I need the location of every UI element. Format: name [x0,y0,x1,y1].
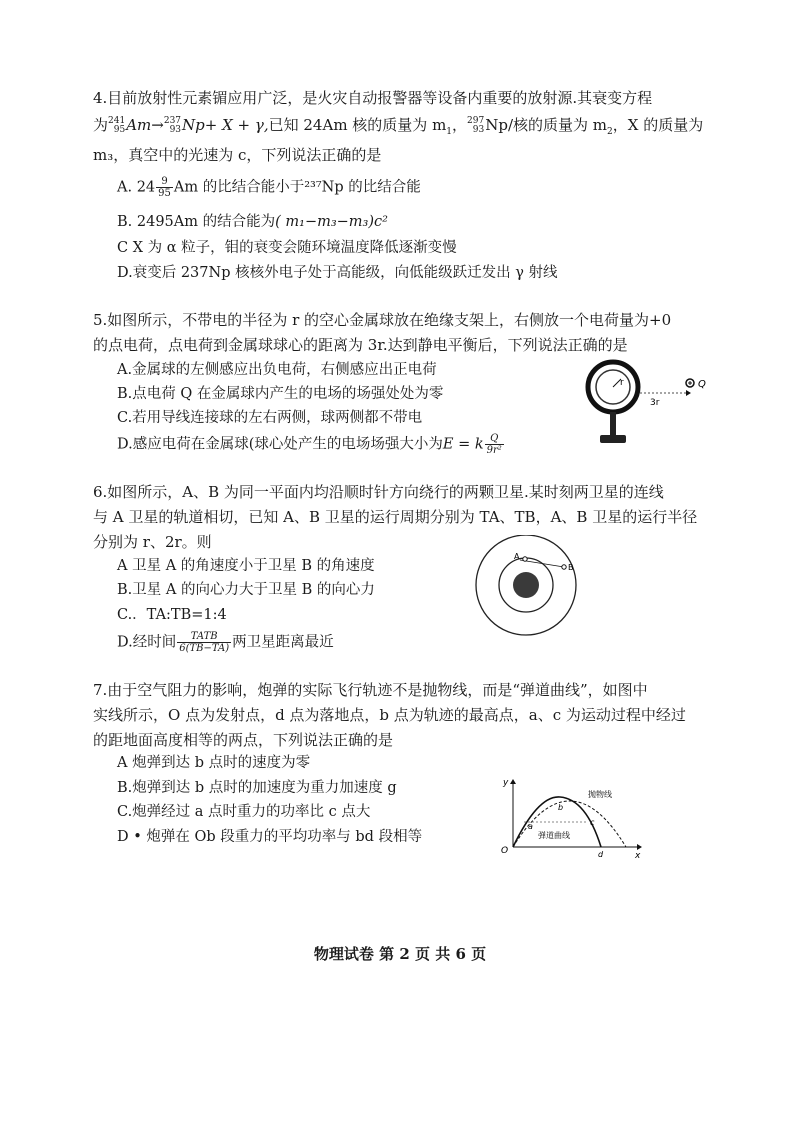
am-nuclide: 241 95 [108,116,126,135]
q7-line1: 7.由于空气阻力的影响，炮弹的实际飞行轨迹不是抛物线，而是“弹道曲线”，如图中 [93,681,648,699]
q6-option-a: A 卫星 A 的角速度小于卫星 B 的角速度 [117,558,375,574]
satellite-b-icon [562,565,566,569]
np2-nuclide: 297 93 [467,116,485,135]
q5-line1: 5.如图所示，不带电的半径为 r 的空心金属球放在绝缘支架上，右侧放一个电荷量为+0 [93,311,672,329]
q5-option-b: B.点电荷 Q 在金属球内产生的电场的场强处处为零 [117,386,444,402]
q4-option-c: C X 为 α 粒子，钼的衰变会随环境温度降低逐渐变慢 [117,240,457,256]
satellite-a-icon [523,557,527,561]
label-y: y [503,778,509,788]
q5-option-c: C.若用导线连接球的左右两侧，球两侧都不带电 [117,410,423,426]
q4-option-a: A. 24 $\frac{9}{95}$ Am 的比结合能小于²³⁷Np 的比结合能 [117,176,421,199]
q5-option-a: A.金属球的左侧感应出负电荷，右侧感应出正电荷 [117,362,437,378]
q6-option-d: D.经时间 $\frac{\text{TATB}}{6(TB-TA)}$ 两卫星距离最近 [117,631,334,654]
metal-sphere-figure [578,355,718,455]
satellite-orbit-figure [468,535,588,645]
label-a: A [514,552,520,561]
q6-option-c: C.．TA:TB=1:4 [117,607,227,623]
trajectory-figure [498,775,648,860]
label-q: Q [698,379,706,390]
q6-line1: 6.如图所示，A、B 为同一平面内均沿顺时针方向绕行的两颗卫星.某时刻两卫星的连线 [93,483,664,501]
q7-line3: 的距地面高度相等的两点，下列说法正确的是 [93,731,394,749]
q7-option-b: B.炮弹到达 b 点时的加速度为重力加速度 g [117,780,397,796]
q4-line2: 为 241 95 Am→ 237 93 Np+ X + γ,已知 24Am 核的质量为 $m_1$， 297 93 Np/核的质量为 $m_2$，X 的质量为 [93,116,704,137]
label-r: r [620,378,624,388]
q6-option-b: B.卫星 A 的向心力大于卫星 B 的向心力 [117,582,375,598]
label-parabola: 抛物线 [588,790,612,799]
q4-line3: m₃，真空中的光速为 c，下列说法正确的是 [93,146,382,164]
q5-line2: 的点电荷，点电荷到金属球球心的距离为 3r.达到静电平衡后，下列说法正确的是 [93,336,628,354]
label-3r: 3r [650,398,660,408]
q7-line2: 实线所示，O 点为发射点，d 点为落地点，b 点为轨迹的最高点，a、c 为运动过程中经过 [93,706,686,724]
earth-icon [513,572,539,598]
q6-line3: 分别为 r、2r。则 [93,533,212,551]
label-point-c: c [590,818,595,827]
arrow-head-icon [686,390,691,396]
q4-option-b: B. 2495Am 的结合能为( m₁−m₃−m₃)c² [117,214,388,230]
label-ballistic: 弹道曲线 [538,831,570,840]
np-nuclide: 237 93 [163,116,182,135]
q7-option-d: D • 炮弹在 Ob 段重力的平均功率与 bd 段相等 [117,829,423,845]
label-point-b: b [558,803,564,812]
q6-line2: 与 A 卫星的轨道相切，已知 A、B 卫星的运行周期分别为 TA、TB，A、B 卫星的运行半径 [93,508,698,526]
stand-post [610,412,616,437]
label-o: O [501,846,509,856]
q4-option-d: D.衰变后 237Np 核核外电子处于高能级，向低能级跃迁发出 γ 射线 [117,265,558,281]
label-point-d: d [598,850,604,859]
stand-base [600,435,626,443]
label-point-a: a [528,822,533,831]
page-footer: 物理试卷 第 2 页 共 6 页 [313,945,487,963]
q7-option-a: A 炮弹到达 b 点时的速度为零 [117,755,311,771]
label-b: B [568,563,574,572]
q5-option-d: D.感应电荷在金属球(球心处产生的电场场强大小为E = k $\frac{Q}{\text{9r²}}$ [117,433,502,456]
q7-option-c: C.炮弹经过 a 点时重力的功率比 c 点大 [117,804,371,820]
label-x: x [635,851,641,860]
q4-line1: 4.目前放射性元素镅应用广泛，是火灾自动报警器等设备内重要的放射源.其衰变方程 [93,89,653,107]
